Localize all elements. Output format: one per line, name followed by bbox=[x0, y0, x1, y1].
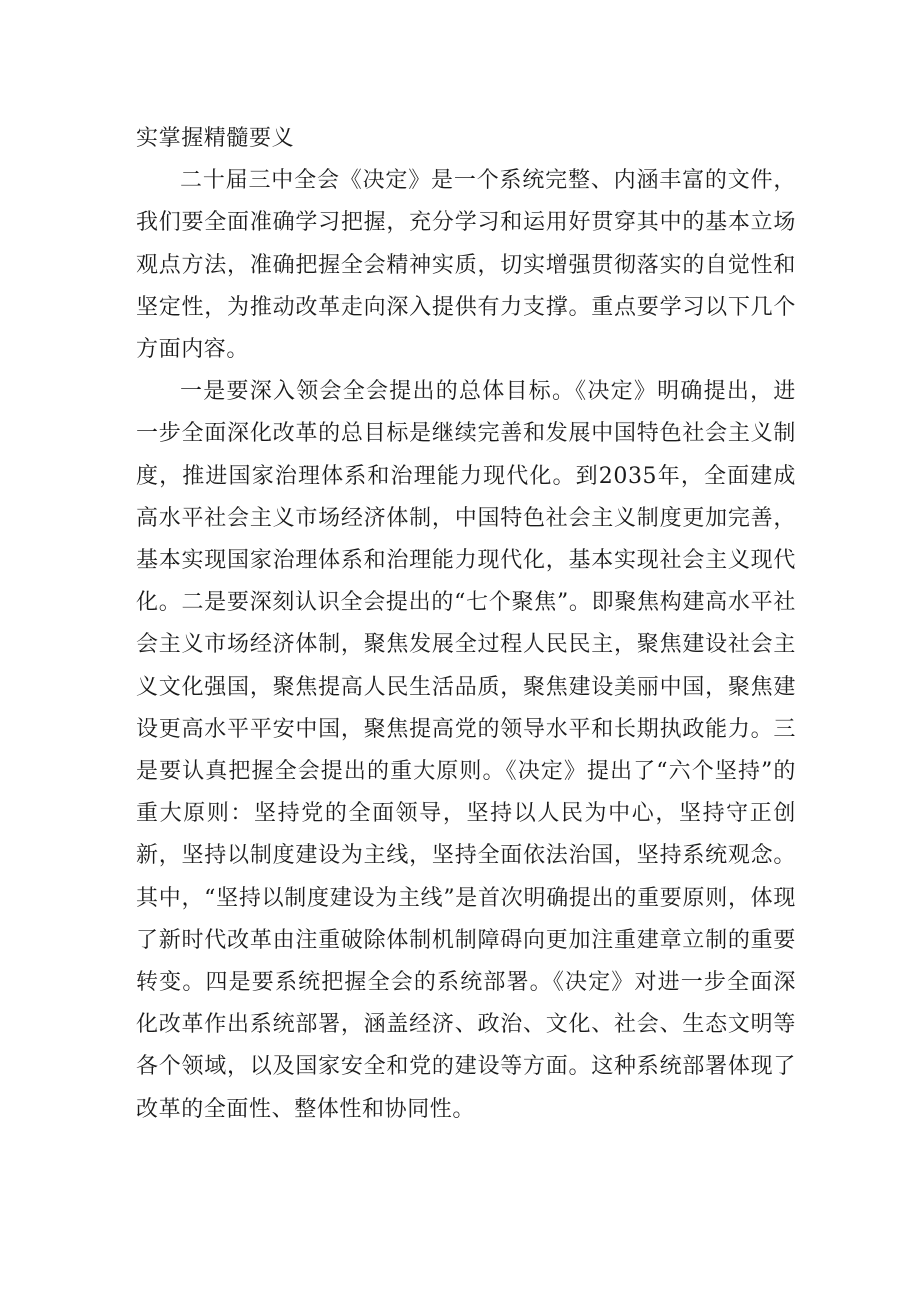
paragraph-continuation: 实掌握精髓要义 bbox=[136, 126, 295, 151]
paragraph-intro: 二十届三中全会《决定》是一个系统完整、内涵丰富的文件，我们要全面准确学习把握，充分学习和运用好贯穿其中的基本立场观点方法，准确把握全会精神实质，切实增强贯彻落实的自觉性和坚定性，为推动改革走向深入提供有力支撑。重点要学习以下几个方面内容。 bbox=[136, 168, 796, 363]
paragraph-main: 一是要深入领会全会提出的总体目标。《决定》明确提出，进一步全面深化改革的总目标是继续完善和发展中国特色社会主义制度，推进国家治理体系和治理能力现代化。到2035年，全面建成高水平社会主义市场经济体制，中国特色社会主义制度更加完善，基本实现国家治理体系和治理能力现代化，基本实现社会主义现代化。二是要深刻认识全会提出的“七个聚焦”。即聚焦构建高水平社会主义市场经济体制，聚焦发展全过程人民民主，聚焦建设社会主义文化强国，聚焦提高人民生活品质，聚焦建设美丽中国，聚焦建设更高水平平安中国，聚焦提高党的领导水平和长期执政能力。三是要认真把握全会提出的重大原则。《决定》提出了“六个坚持”的重大原则：坚持党的全面领导，坚持以人民为中心，坚持守正创新，坚持以制度建设为主线，坚持全面依法治国，坚持系统观念。其中，“坚持以制度建设为主线”是首次明确提出的重要原则，体现了新时代改革由注重破除体制机制障碍向更加注重建章立制的重要转变。四是要系统把握全会的系统部署。《决定》对进一步全面深化改革作出系统部署，涵盖经济、政治、文化、社会、生态文明等各个领域，以及国家安全和党的建设等方面。这种系统部署体现了改革的全面性、整体性和协同性。 bbox=[136, 379, 796, 1122]
document-body bbox=[136, 118, 796, 1131]
